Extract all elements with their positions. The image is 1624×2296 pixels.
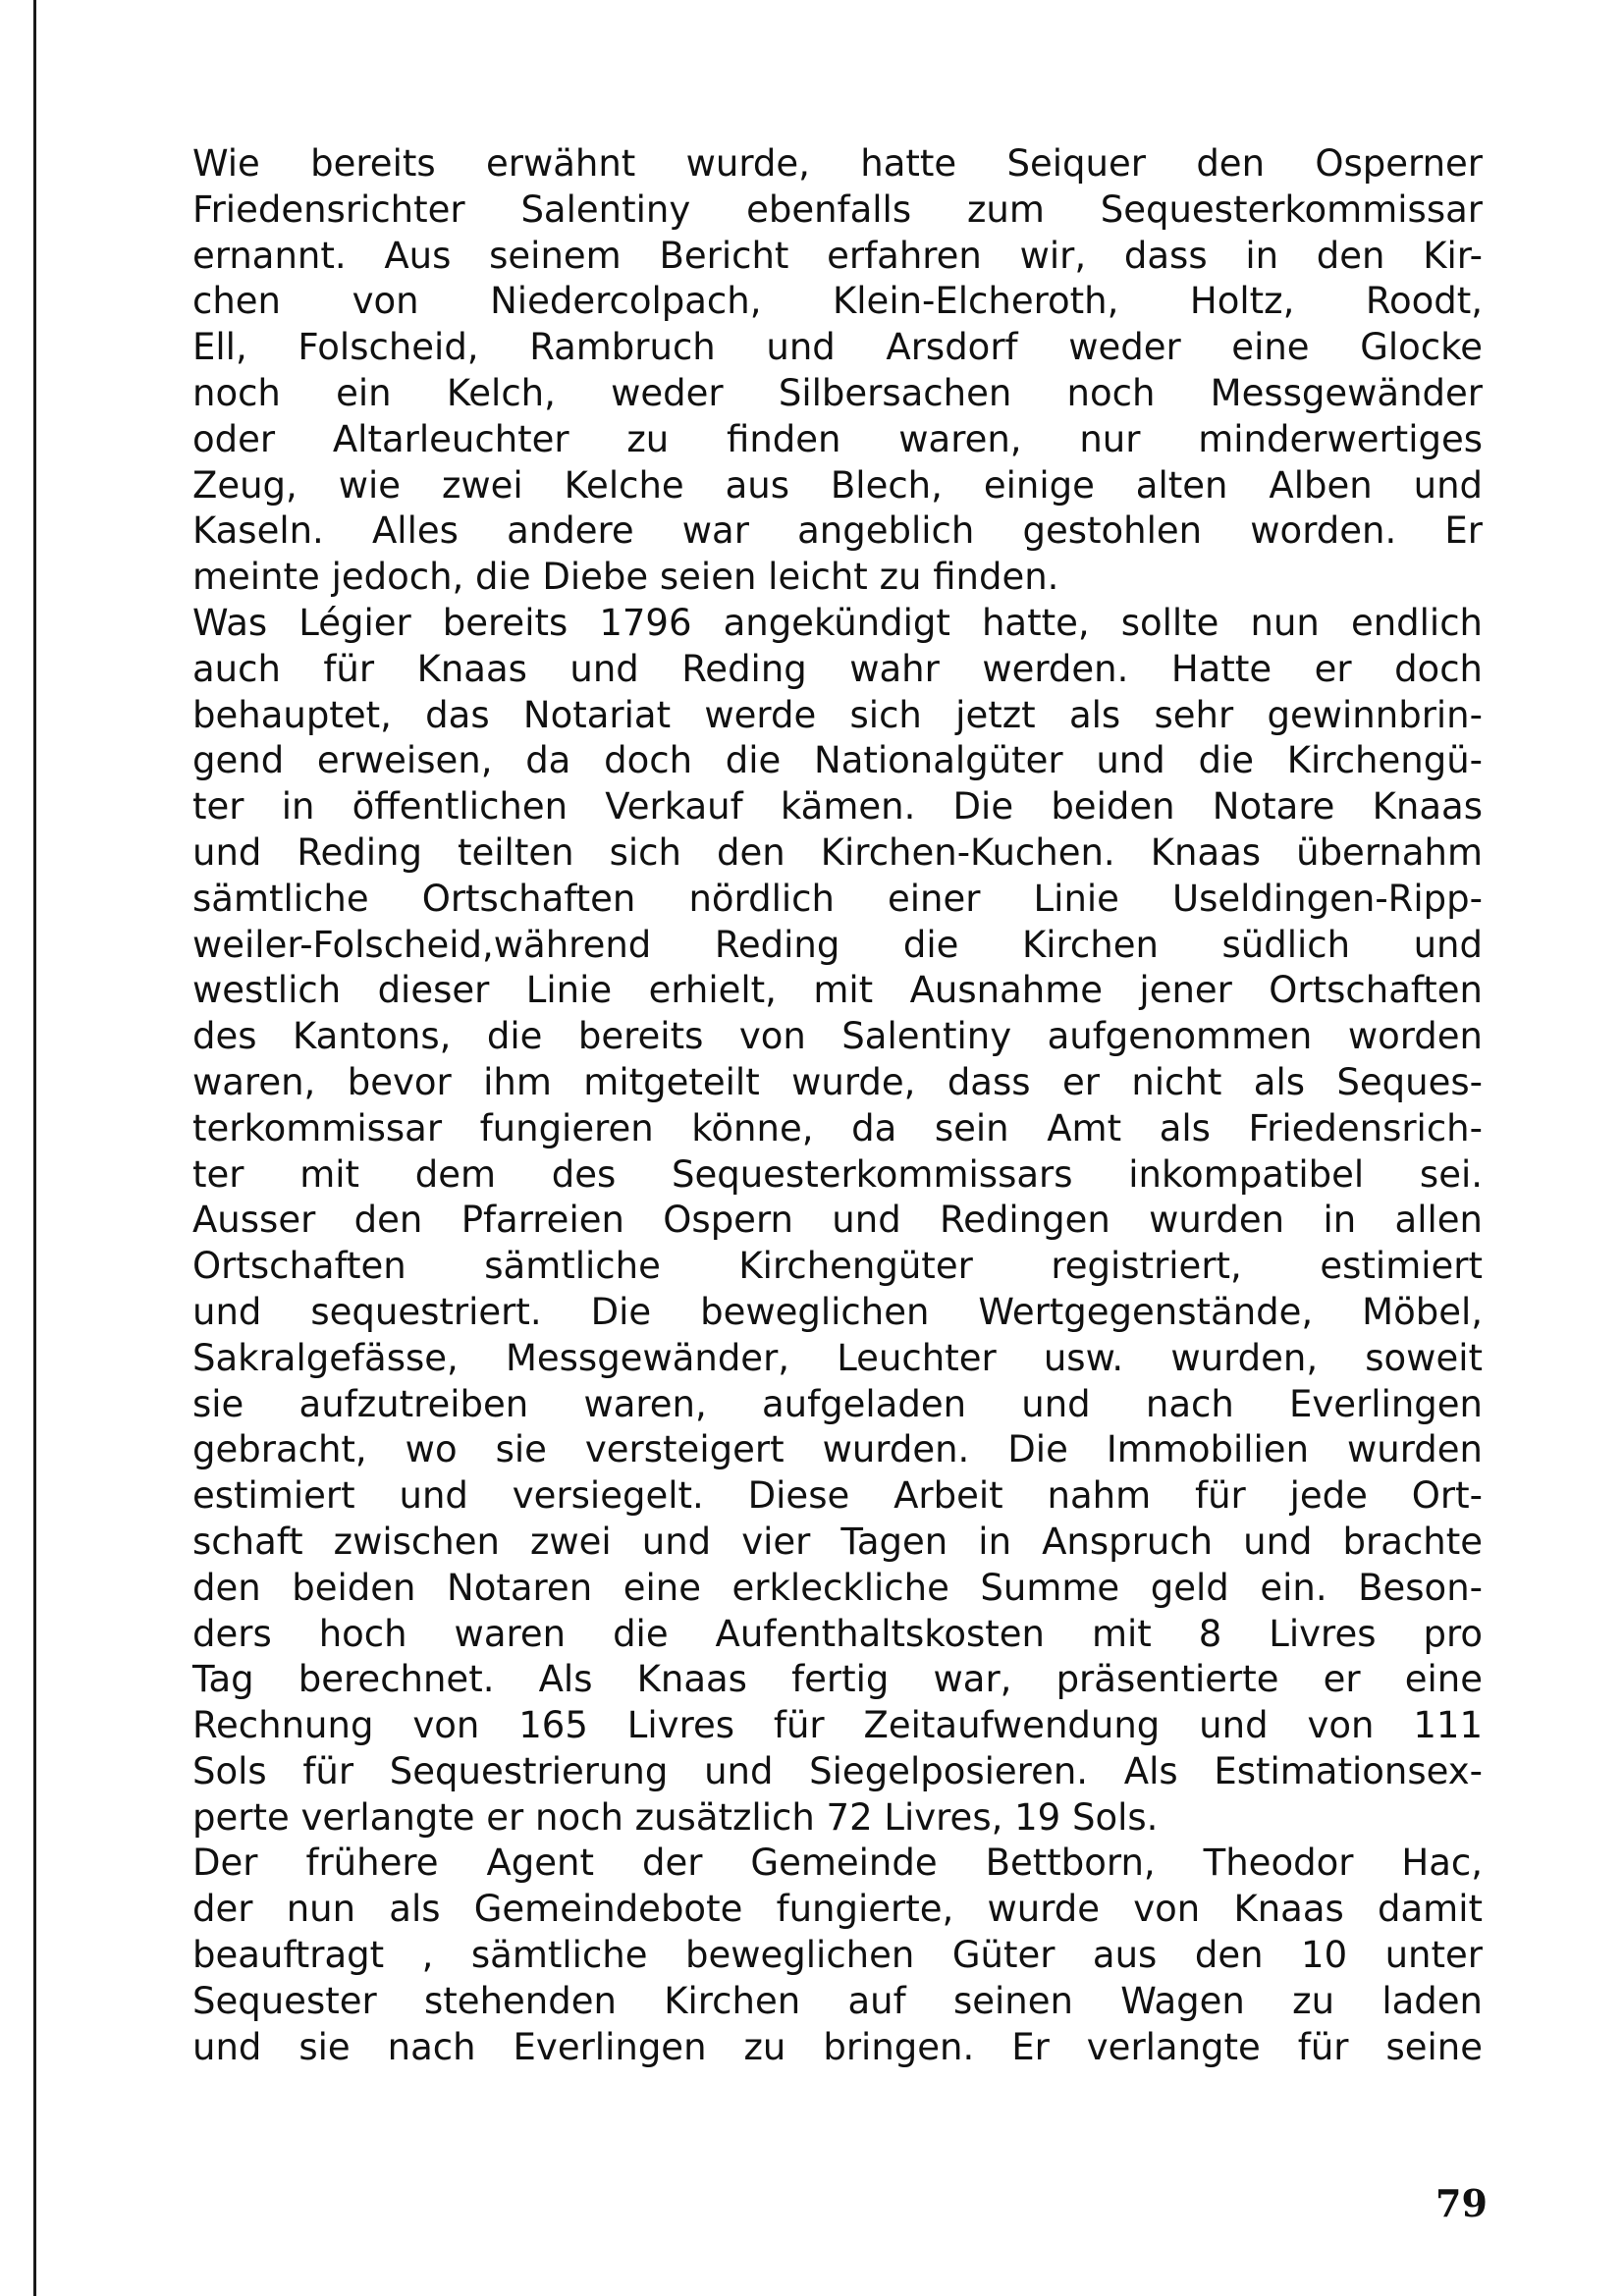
text-line: Zeug, wie zwei Kelche aus Blech, einige alten Alben und (192, 463, 1483, 507)
text-line: auch für Knaas und Reding wahr werden. Hatte er doch (192, 647, 1483, 690)
text-line: und Reding teilten sich den Kirchen-Kuchen. Knaas übernahm (192, 830, 1483, 874)
text-line: schaft zwischen zwei und vier Tagen in Anspruch und brachte (192, 1520, 1483, 1563)
text-line: oder Altarleuchter zu finden waren, nur minderwertiges (192, 417, 1483, 460)
paragraph-2 (192, 601, 1483, 1842)
text-line: Sequester stehenden Kirchen auf seinen Wagen zu laden (192, 1979, 1483, 2022)
text-line: gend erweisen, da doch die Nationalgüter und die Kirchengü- (192, 739, 1483, 782)
page-edge-rule (33, 0, 36, 2296)
text-line: Was Légier bereits 1796 angekündigt hatte, sollte nun endlich (192, 601, 1483, 644)
text-line: Der frühere Agent der Gemeinde Bettborn, Theodor Hac, (192, 1842, 1483, 1885)
text-line: sämtliche Ortschaften nördlich einer Linie Useldingen-Ripp- (192, 877, 1483, 920)
text-line: noch ein Kelch, weder Silbersachen noch Messgewänder (192, 371, 1483, 414)
text-line: den beiden Notaren eine erkleckliche Summe geld ein. Beson- (192, 1566, 1483, 1609)
text-line: Rechnung von 165 Livres für Zeitaufwendung und von 111 (192, 1704, 1483, 1747)
text-line: Sakralgefässe, Messgewänder, Leuchter usw. wurden, soweit (192, 1336, 1483, 1379)
text-line: sie aufzutreiben waren, aufgeladen und nach Everlingen (192, 1382, 1483, 1425)
text-line: terkommissar fungieren könne, da sein Amt als Friedensrich- (192, 1106, 1483, 1149)
paragraph-3 (192, 1841, 1483, 2070)
text-line: und sequestriert. Die beweglichen Wertgegenstände, Möbel, (192, 1290, 1483, 1333)
text-line: Ell, Folscheid, Rambruch und Arsdorf weder eine Glocke (192, 326, 1483, 369)
text-line: und sie nach Everlingen zu bringen. Er verlangte für seine (192, 2025, 1483, 2068)
text-line: ter mit dem des Sequesterkommissars inkompatibel sei. (192, 1152, 1483, 1196)
text-line: weiler-Folscheid,während Reding die Kirchen südlich und (192, 923, 1483, 966)
page-number: 79 (1435, 2181, 1488, 2225)
body-text (192, 141, 1483, 2070)
text-line: ders hoch waren die Aufenthaltskosten mit 8 Livres pro (192, 1612, 1483, 1655)
text-line: ter in öffentlichen Verkauf kämen. Die beiden Notare Knaas (192, 785, 1483, 828)
text-line: westlich dieser Linie erhielt, mit Ausnahme jener Ortschaften (192, 969, 1483, 1012)
text-line: behauptet, das Notariat werde sich jetzt als sehr gewinnbrin- (192, 693, 1483, 736)
text-line: meinte jedoch, die Diebe seien leicht zu finden. (192, 556, 1059, 599)
text-line: Ortschaften sämtliche Kirchengüter registriert, estimiert (192, 1245, 1483, 1288)
text-line: Tag berechnet. Als Knaas fertig war, präsentierte er eine (192, 1658, 1483, 1701)
text-line: waren, bevor ihm mitgeteilt wurde, dass er nicht als Seques- (192, 1060, 1483, 1103)
text-line: gebracht, wo sie versteigert wurden. Die Immobilien wurden (192, 1428, 1483, 1471)
text-line: chen von Niedercolpach, Klein-Elcheroth, Holtz, Roodt, (192, 280, 1483, 323)
text-line: perte verlangte er noch zusätzlich 72 Livres, 19 Sols. (192, 1795, 1159, 1839)
text-line: Wie bereits erwähnt wurde, hatte Seiquer den Osperner (192, 142, 1483, 185)
paragraph-1 (192, 141, 1483, 601)
text-line: der nun als Gemeindebote fungierte, wurde von Knaas damit (192, 1888, 1483, 1931)
text-line: Friedensrichter Salentiny ebenfalls zum Sequesterkommissar (192, 187, 1483, 231)
text-line: Ausser den Pfarreien Ospern und Redingen wurden in allen (192, 1199, 1483, 1242)
text-line: ernannt. Aus seinem Bericht erfahren wir, dass in den Kir- (192, 234, 1483, 277)
text-line: Sols für Sequestrierung und Siegelposieren. Als Estimationsex- (192, 1749, 1483, 1792)
text-line: Kaseln. Alles andere war angeblich gestohlen worden. Er (192, 509, 1483, 553)
text-line: beauftragt , sämtliche beweglichen Güter aus den 10 unter (192, 1934, 1483, 1977)
text-line: des Kantons, die bereits von Salentiny aufgenommen worden (192, 1015, 1483, 1058)
text-line: estimiert und versiegelt. Diese Arbeit nahm für jede Ort- (192, 1474, 1483, 1518)
